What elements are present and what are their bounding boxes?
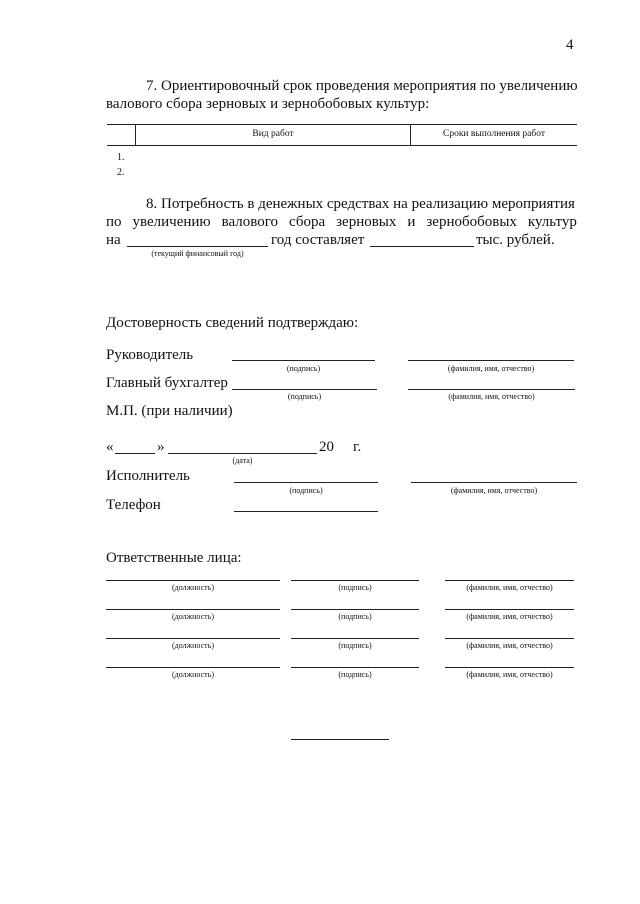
amount-blank [370,246,474,247]
end-separator [291,739,389,740]
caption-position: (должность) [172,641,214,650]
caption-date: (дата) [232,456,253,465]
caption-signature: (подпись) [289,486,323,495]
caption-position: (должность) [172,612,214,621]
table-header-bottom-border [107,145,577,146]
caption-fio: (фамилия, имя, отчество) [466,583,553,592]
caption-fio: (фамилия, имя, отчество) [466,641,553,650]
phone-line [234,511,378,512]
fio-line [445,638,574,639]
section8-word: валового [221,214,279,230]
caption-year: (текущий финансовый год) [151,249,244,258]
accountant-signature-line [232,389,377,390]
section8-word: культур [527,214,577,230]
director-fio-line [408,360,574,361]
section7-line2: валового сбора зерновых и зернобобовых культур: [106,96,430,112]
fio-line [445,609,574,610]
caption-fio: (фамилия, имя, отчество) [448,392,535,401]
section8-word: зернобобовых [426,214,517,230]
executor-label: Исполнитель [106,468,190,484]
fio-line [445,667,574,668]
caption-signature: (подпись) [338,612,372,621]
date-day-blank [115,453,155,454]
caption-fio: (фамилия, имя, отчество) [466,612,553,621]
caption-signature: (подпись) [287,392,322,401]
date-month-blank [168,453,317,454]
executor-signature-line [234,482,378,483]
section7-line1: 7. Ориентировочный срок проведения мероприятия по увеличению [146,78,578,94]
caption-fio: (фамилия, имя, отчество) [447,364,535,373]
caption-position: (должность) [172,670,214,679]
section8-word: и [407,214,416,230]
director-label: Руководитель [106,347,194,363]
signature-line [291,580,419,581]
section8-word: зерновых [336,214,397,230]
year-blank [127,246,268,247]
position-line [106,638,280,639]
section8-word: увеличению [132,214,211,230]
section8-line1: 8. Потребность в денежных средствах на реализацию мероприятия [146,196,575,212]
table-header-work: Вид работ [252,129,294,139]
table-row-2: 2. [117,167,125,178]
responsible-heading: Ответственные лица: [106,550,242,566]
section8-line3-suffix: тыс. рублей. [476,232,555,248]
date-year-suffix: г. [353,439,362,455]
executor-fio-line [411,482,577,483]
table-top-border [107,124,577,125]
signature-line [291,609,419,610]
caption-signature: (подпись) [338,641,372,650]
signature-line [291,667,419,668]
position-line [106,667,280,668]
seal-label: М.П. (при наличии) [106,403,233,419]
section8-line3-prefix: на [106,232,121,248]
table-header-terms: Сроки выполнения работ [442,129,546,139]
date-close-quote: » [157,439,165,455]
section8-word: сбора [289,214,326,230]
section8-line2 [106,213,577,231]
caption-position: (должность) [172,583,214,592]
page-number: 4 [566,37,574,53]
phone-label: Телефон [106,497,161,513]
caption-signature: (подпись) [286,364,321,373]
position-line [106,580,280,581]
date-open-quote: « [106,439,114,455]
accountant-label: Главный бухгалтер [106,375,228,391]
caption-fio: (фамилия, имя, отчество) [466,670,553,679]
table-row-1: 1. [117,152,125,163]
section8-word: по [106,214,122,230]
date-year-prefix: 20 [319,439,334,455]
caption-signature: (подпись) [338,670,372,679]
position-line [106,609,280,610]
caption-fio: (фамилия, имя, отчество) [450,486,538,495]
section8-line3-mid: год составляет [271,232,365,248]
signature-line [291,638,419,639]
confirm-heading: Достоверность сведений подтверждаю: [106,315,359,331]
director-signature-line [232,360,375,361]
fio-line [445,580,574,581]
accountant-fio-line [408,389,575,390]
caption-signature: (подпись) [338,583,372,592]
